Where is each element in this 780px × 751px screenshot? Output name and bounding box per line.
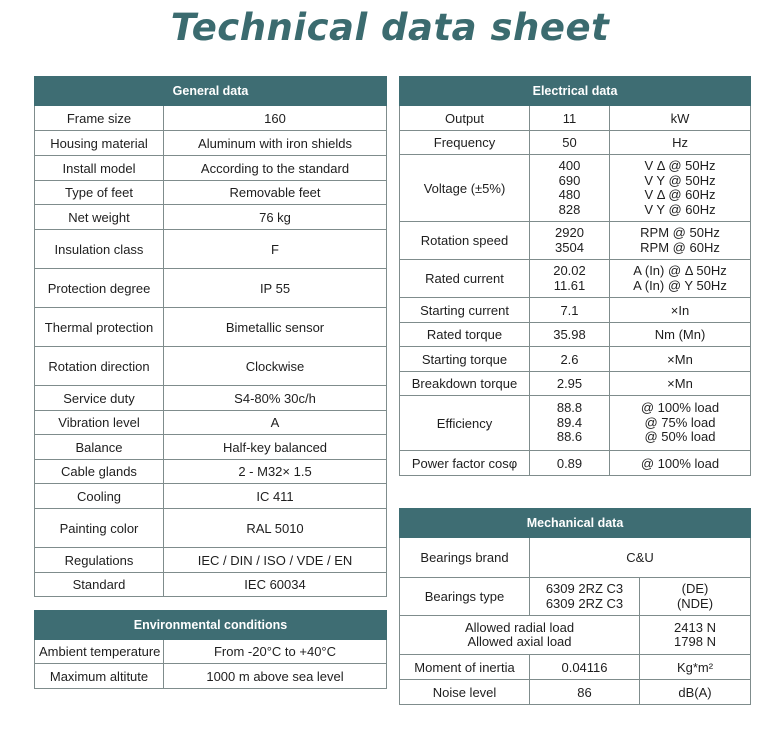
service-duty-label: Service duty bbox=[35, 386, 164, 411]
starting-torque-values: 2.6 bbox=[530, 347, 610, 372]
table-row bbox=[35, 435, 387, 460]
efficiency-label: Efficiency bbox=[400, 396, 530, 451]
starting-torque-units: ×Mn bbox=[610, 347, 751, 372]
efficiency-unit: @ 75% load bbox=[644, 414, 716, 430]
rotation-direction-value: Clockwise bbox=[164, 347, 387, 386]
efficiency-unit: @ 100% load bbox=[640, 400, 720, 416]
regulations-label: Regulations bbox=[35, 548, 164, 573]
environmental-conditions-header: Environmental conditions bbox=[35, 611, 387, 640]
rotation-speed-label: Rotation speed bbox=[400, 222, 530, 260]
vibration-level-value: A bbox=[164, 411, 387, 435]
mechanical-data-header: Mechanical data bbox=[400, 509, 751, 538]
output-units: kW bbox=[610, 106, 751, 131]
voltage-5-label: Voltage (±5%) bbox=[400, 155, 530, 222]
allowed-radial-load-value: 2413 N bbox=[674, 619, 716, 635]
breakdown-torque-units: ×Mn bbox=[610, 372, 751, 396]
service-duty-value: S4-80% 30c/h bbox=[164, 386, 387, 411]
painting-color-value: RAL 5010 bbox=[164, 509, 387, 548]
voltage-5-units bbox=[610, 155, 751, 222]
output-values: 11 bbox=[530, 106, 610, 131]
starting-torque-label: Starting torque bbox=[400, 347, 530, 372]
painting-color-label: Painting color bbox=[35, 509, 164, 548]
starting-current-units: ×In bbox=[610, 298, 751, 323]
rated-current-value: 20.02 bbox=[553, 263, 586, 278]
power-factor-cos-units: @ 100% load bbox=[610, 451, 751, 476]
voltage-5-value: 480 bbox=[558, 187, 581, 202]
ambient-temperature-value: From -20°C to +40°C bbox=[164, 640, 387, 664]
voltage-5-unit: V Δ @ 60Hz bbox=[644, 187, 716, 202]
table-row bbox=[35, 269, 387, 308]
table-row bbox=[400, 680, 751, 705]
electrical-data-header: Electrical data bbox=[400, 77, 751, 106]
table-row bbox=[35, 131, 387, 156]
table-row bbox=[35, 156, 387, 181]
noise-level-label: Noise level bbox=[400, 680, 530, 705]
table-row bbox=[400, 222, 751, 260]
breakdown-torque-label: Breakdown torque bbox=[400, 372, 530, 396]
electrical-data-table bbox=[399, 76, 751, 476]
table-row bbox=[35, 230, 387, 269]
rotation-speed-unit: RPM @ 50Hz bbox=[640, 225, 720, 240]
net-weight-label: Net weight bbox=[35, 205, 164, 230]
bearings-type-values bbox=[530, 578, 640, 616]
voltage-5-value: 828 bbox=[558, 201, 581, 217]
general-data-table bbox=[34, 76, 387, 597]
bearings-type-unit: (DE) bbox=[681, 581, 709, 596]
environmental-conditions-table bbox=[34, 610, 387, 689]
vibration-level-label: Vibration level bbox=[35, 411, 164, 435]
table-row bbox=[35, 573, 387, 597]
cooling-value: IC 411 bbox=[164, 484, 387, 509]
table-row bbox=[400, 372, 751, 396]
table-row bbox=[400, 131, 751, 155]
standard-value: IEC 60034 bbox=[164, 573, 387, 597]
frequency-label: Frequency bbox=[400, 131, 530, 155]
power-factor-cos-values: 0.89 bbox=[530, 451, 610, 476]
voltage-5-unit: V Y @ 50Hz bbox=[644, 172, 716, 188]
moment-of-inertia-value: 0.04116 bbox=[530, 655, 640, 680]
bearings-type-units bbox=[640, 578, 751, 616]
allowed-loads-labels bbox=[400, 616, 640, 655]
allowed-loads-values bbox=[640, 616, 751, 655]
table-row bbox=[35, 181, 387, 205]
table-row bbox=[400, 396, 751, 451]
table-row bbox=[400, 655, 751, 680]
standard-label: Standard bbox=[35, 573, 164, 597]
maximum-altitute-value: 1000 m above sea level bbox=[164, 664, 387, 689]
maximum-altitute-label: Maximum altitute bbox=[35, 664, 164, 689]
type-of-feet-value: Removable feet bbox=[164, 181, 387, 205]
rotation-speed-unit: RPM @ 60Hz bbox=[640, 239, 720, 255]
table-row bbox=[35, 205, 387, 230]
rotation-speed-values bbox=[530, 222, 610, 260]
efficiency-units bbox=[610, 396, 751, 451]
table-row bbox=[400, 347, 751, 372]
cooling-label: Cooling bbox=[35, 484, 164, 509]
noise-level-unit: dB(A) bbox=[640, 680, 751, 705]
insulation-class-value: F bbox=[164, 230, 387, 269]
protection-degree-value: IP 55 bbox=[164, 269, 387, 308]
table-row bbox=[35, 484, 387, 509]
regulations-value: IEC / DIN / ISO / VDE / EN bbox=[164, 548, 387, 573]
table-row bbox=[400, 451, 751, 476]
bearings-type-label: Bearings type bbox=[400, 578, 530, 616]
efficiency-value: 89.4 bbox=[556, 414, 583, 430]
table-row bbox=[400, 298, 751, 323]
rotation-direction-label: Rotation direction bbox=[35, 347, 164, 386]
table-row bbox=[35, 411, 387, 435]
table-row bbox=[35, 347, 387, 386]
bearings-type-value: 6309 2RZ C3 bbox=[545, 595, 624, 611]
install-model-label: Install model bbox=[35, 156, 164, 181]
noise-level-value: 86 bbox=[530, 680, 640, 705]
thermal-protection-label: Thermal protection bbox=[35, 308, 164, 347]
voltage-5-unit: V Δ @ 50Hz bbox=[644, 158, 716, 173]
insulation-class-label: Insulation class bbox=[35, 230, 164, 269]
rated-current-label: Rated current bbox=[400, 260, 530, 298]
voltage-5-value: 690 bbox=[558, 172, 581, 188]
ambient-temperature-label: Ambient temperature bbox=[35, 640, 164, 664]
rotation-speed-units bbox=[610, 222, 751, 260]
table-row bbox=[400, 578, 751, 616]
rated-current-values bbox=[530, 260, 610, 298]
bearings-brand-label: Bearings brand bbox=[400, 538, 530, 578]
breakdown-torque-values: 2.95 bbox=[530, 372, 610, 396]
output-label: Output bbox=[400, 106, 530, 131]
net-weight-value: 76 kg bbox=[164, 205, 387, 230]
moment-of-inertia-unit: Kg*m² bbox=[640, 655, 751, 680]
table-row bbox=[400, 260, 751, 298]
starting-current-values: 7.1 bbox=[530, 298, 610, 323]
rated-current-units bbox=[610, 260, 751, 298]
thermal-protection-value: Bimetallic sensor bbox=[164, 308, 387, 347]
efficiency-unit: @ 50% load bbox=[644, 429, 716, 445]
rated-current-value: 11.61 bbox=[553, 277, 586, 293]
table-row bbox=[400, 538, 751, 578]
cable-glands-value: 2 - M32× 1.5 bbox=[164, 460, 387, 484]
frame-size-label: Frame size bbox=[35, 106, 164, 131]
type-of-feet-label: Type of feet bbox=[35, 181, 164, 205]
bearings-brand-value: C&U bbox=[530, 538, 751, 578]
table-row bbox=[35, 460, 387, 484]
page-title: Technical data sheet bbox=[170, 6, 610, 49]
protection-degree-label: Protection degree bbox=[35, 269, 164, 308]
allowed-axial-load-label: Allowed axial load bbox=[467, 634, 572, 649]
rated-torque-label: Rated torque bbox=[400, 323, 530, 347]
rated-current-unit: A (In) @ Y 50Hz bbox=[633, 277, 727, 293]
table-row bbox=[400, 323, 751, 347]
allowed-radial-load-label: Allowed radial load bbox=[464, 619, 575, 635]
bearings-type-unit: (NDE) bbox=[676, 595, 714, 611]
frequency-values: 50 bbox=[530, 131, 610, 155]
efficiency-value: 88.6 bbox=[556, 429, 583, 445]
general-data-header: General data bbox=[35, 77, 387, 106]
frame-size-value: 160 bbox=[164, 106, 387, 131]
table-row bbox=[35, 106, 387, 131]
voltage-5-value: 400 bbox=[558, 158, 581, 173]
install-model-value: According to the standard bbox=[164, 156, 387, 181]
housing-material-value: Aluminum with iron shields bbox=[164, 131, 387, 156]
moment-of-inertia-label: Moment of inertia bbox=[400, 655, 530, 680]
table-row bbox=[35, 386, 387, 411]
rotation-speed-value: 3504 bbox=[555, 239, 584, 255]
power-factor-cos-label: Power factor cosφ bbox=[400, 451, 530, 476]
table-row bbox=[35, 664, 387, 689]
rotation-speed-value: 2920 bbox=[555, 225, 584, 240]
bearings-type-value: 6309 2RZ C3 bbox=[545, 581, 624, 596]
balance-value: Half-key balanced bbox=[164, 435, 387, 460]
efficiency-value: 88.8 bbox=[556, 400, 583, 416]
allowed-axial-load-value: 1798 N bbox=[674, 634, 716, 649]
housing-material-label: Housing material bbox=[35, 131, 164, 156]
table-row bbox=[400, 155, 751, 222]
mechanical-data-table bbox=[399, 508, 751, 705]
table-row bbox=[400, 616, 751, 655]
voltage-5-unit: V Y @ 60Hz bbox=[644, 201, 716, 217]
rated-current-unit: A (In) @ Δ 50Hz bbox=[633, 263, 727, 278]
rated-torque-units: Nm (Mn) bbox=[610, 323, 751, 347]
table-row bbox=[400, 106, 751, 131]
table-row bbox=[35, 308, 387, 347]
starting-current-label: Starting current bbox=[400, 298, 530, 323]
frequency-units: Hz bbox=[610, 131, 751, 155]
rated-torque-values: 35.98 bbox=[530, 323, 610, 347]
table-row bbox=[35, 548, 387, 573]
table-row bbox=[35, 509, 387, 548]
voltage-5-values bbox=[530, 155, 610, 222]
efficiency-values bbox=[530, 396, 610, 451]
balance-label: Balance bbox=[35, 435, 164, 460]
table-row bbox=[35, 640, 387, 664]
cable-glands-label: Cable glands bbox=[35, 460, 164, 484]
